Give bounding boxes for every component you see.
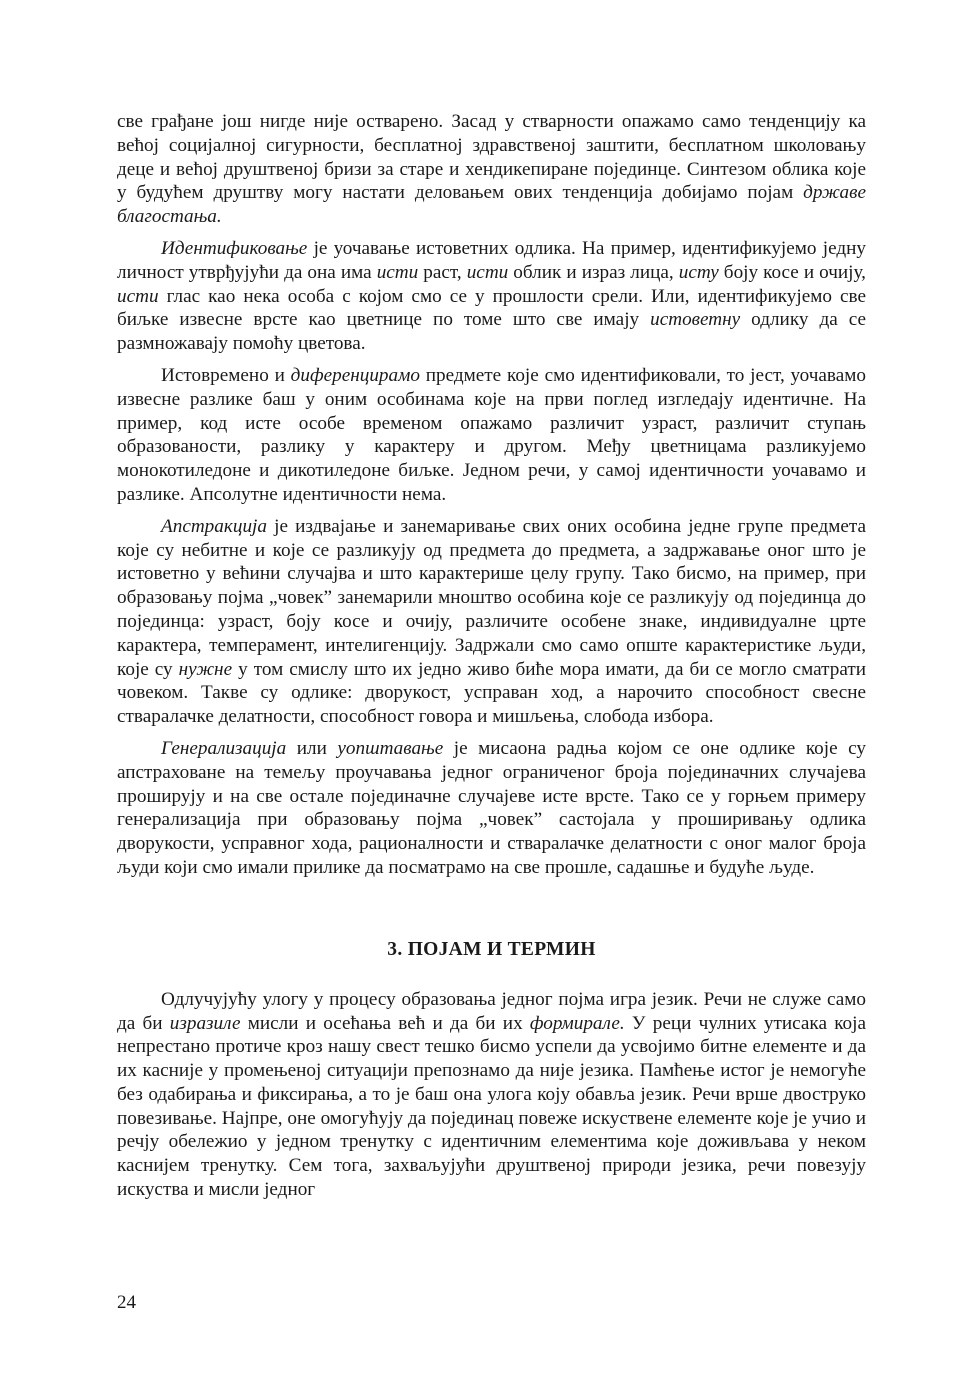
- text-run: мисли и осећања већ и да би их: [240, 1012, 530, 1034]
- emphasis-term: нужне: [178, 658, 233, 680]
- text-run: је уочавање истоветних одлика. На пример, идентификујемо једну личност утврђујући да она има: [117, 237, 866, 283]
- emphasis-term: уопштавање: [337, 737, 444, 759]
- emphasis-term: исту: [678, 261, 719, 283]
- paragraph-language-role: [117, 988, 866, 1202]
- paragraph-abstraction: [117, 515, 866, 729]
- text-run: одлику да се размножавају помоћу цветова.: [117, 309, 866, 355]
- emphasis-term: Идентификовање: [161, 237, 308, 259]
- emphasis-term: исти: [376, 261, 419, 283]
- page-number: 24: [117, 1292, 136, 1313]
- text-run: је издвајање и занемаривање свих оних особина једне групе предмета које су небитне и које се разликују од предмета до предмета, а задржавање оног што је истоветно у већини случајва и што карактерише целу групу. Тако бисмо, на пример, при образовању појма „човек” занемарили мноштво особина које се разликују од појединца до појединца: узраст, боју косе и очију, различите особене знаке, индивидуалне црте карактера, темперамент, интелигенцију. Задржали смо само опште карактеристике људи, које су: [117, 515, 866, 680]
- paragraph-generalization: [117, 737, 866, 880]
- emphasis-term: државе благостања.: [117, 182, 866, 228]
- emphasis-term: исти: [117, 285, 159, 307]
- text-run: облик и израз лица,: [508, 261, 679, 283]
- emphasis-term: исти: [466, 261, 509, 283]
- text-run: Истовремено и: [161, 364, 291, 386]
- text-run: Одлучујућу улогу у процесу образовања једног појма игра језик. Речи не служе само да би: [117, 988, 866, 1034]
- emphasis-term: диференцирамо: [290, 364, 420, 386]
- text-run: раст,: [418, 261, 467, 283]
- text-run: или: [286, 737, 338, 759]
- text-run: предмете које смо идентификовали, то јест, уочавамо извесне разлике баш у оним особинама које на први поглед изгледају идентичне. На пример, код исте особе временом опажамо различит узраст, различит ступањ образованости, разлику у карактеру и другом. Међу цветницама разликујемо монокотиледоне и дикотиледоне биљке. Једном речи, у самој идентичности уочавамо и разлике. Апсолутне идентичности нема.: [117, 364, 866, 505]
- section-heading: 3. ПОЈАМ И ТЕРМИН: [387, 938, 596, 960]
- page-body: [117, 110, 866, 1210]
- paragraph-differentiation: [117, 364, 866, 507]
- emphasis-term: изразиле: [169, 1012, 241, 1034]
- text-run: је мисаона радња којом се оне одлике које су апстраховане на темељу проучавања једног ограниченог броја појединачних случајева проширују и на све остале појединачне случајеве исте врсте. Тако се у горњем примеру генерализација при образовању појма „човек” састојала у проширивању одлика дворукости, усправног хода, рационалности и стваралачке делатности с оног малог броја људи који смо имали прилике да посматрамо на све прошле, садашње и будуће људе.: [117, 737, 866, 878]
- emphasis-term: Апстракција: [161, 515, 267, 537]
- text-run: у том смислу што их једно живо биће мора имати, да би се могло сматрати човеком. Такве су одлике: дворукост, усправан ход, а нарочито способност свесне стваралачке делатности, способност говора и мишљења, слобода избора.: [117, 658, 866, 728]
- emphasis-term: Генерализација: [161, 737, 287, 759]
- text-run: боју косе и очију,: [718, 261, 866, 283]
- text-run: У реци чулних утисака која непрестано протиче кроз нашу свест тешко бисмо успели да усвојимо битне елементе и да их касније у промењеној ситуацији препознамо да није језика. Памћење истог је немогуће без одабирања и фиксирања, а то је баш она улога коју обавља језик. Речи врше двоструко повезивање. Најпре, оне омогућују да појединац повеже искуствене елементе које је учио и речју обележио у једном тренутку с идентичним елементима које доживљава у неком каснијем тренутку. Сем тога, захваљујући друштвеној природи језика, речи повезују искуства и мисли једног: [117, 1012, 866, 1201]
- paragraph-welfare-state: [117, 110, 866, 229]
- paragraph-identification: [117, 237, 866, 356]
- emphasis-term: истоветну: [650, 309, 741, 331]
- emphasis-term: формирале.: [529, 1012, 625, 1034]
- text-run: све грађане још нигде није остварено. Засад у стварности опажамо само тенденцију ка већој социјалној сигурности, бесплатној здравственој заштити, бесплатном школовању деце и већој друштвеној бризи за старе и хендикепиране појединце. Синтезом облика које у будућем друштву могу настати деловањем ових тенденција добијамо појам: [117, 111, 866, 204]
- text-run: глас као нека особа с којом смо се у прошлости срели. Или, идентификујемо све биљке извесне врсте као цветнице по томе што све имају: [117, 285, 866, 331]
